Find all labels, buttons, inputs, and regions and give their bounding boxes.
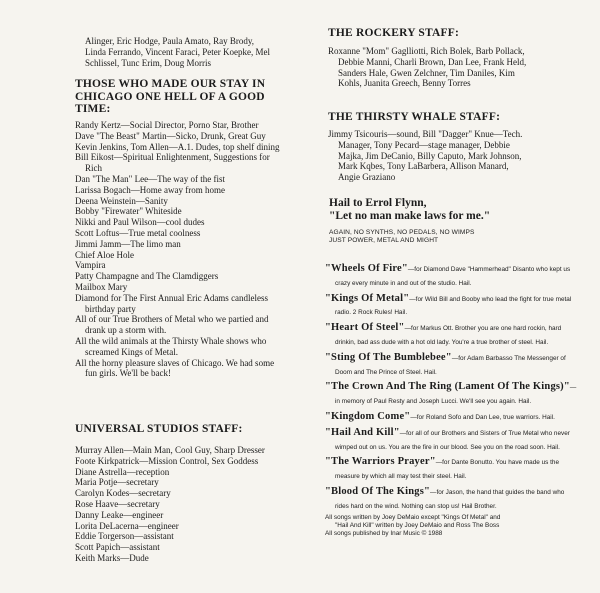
chicago-entry: Mailbox Mary [75, 281, 128, 292]
universal-entry: Danny Leake—engineer [75, 509, 164, 520]
hail-quote [329, 197, 579, 222]
motto-line-1: AGAIN, NO SYNTHS, NO PEDALS, NO WIMPS [329, 229, 475, 236]
chicago-entry: Diamond for The First Annual Eric Adams candleless birthday party [75, 292, 269, 314]
song-entry [325, 410, 577, 424]
chicago-entry: All the horny pleasure slaves of Chicago. We had some fun girls. We'll be back! [75, 357, 275, 379]
universal-entry: Rose Haave—secretary [75, 498, 160, 509]
song-title: "The Crown And The Ring (Lament Of The Kings)" [325, 381, 570, 393]
chicago-list [75, 120, 287, 379]
chicago-entry: Nikki and Paul Wilson—cool dudes [75, 217, 205, 228]
song-dedication: —for Wild Bill and Booby who lead the fight for true metal radio. 2 Rock Rules! Hail. [335, 295, 572, 317]
intro-line: Schlissel, Tunc Erim, Doug Morris [85, 57, 212, 68]
credit-line: All songs written by Joey DeMaio except "Kings Of Metal" and [325, 513, 501, 521]
songwriting-credits [325, 514, 577, 538]
chicago-heading-line: CHICAGO ONE HELL OF A GOOD [75, 90, 265, 103]
whale-heading: THE THIRSTY WHALE STAFF: [328, 111, 501, 123]
universal-entry: Foote Kirkpatrick—Mission Control, Sex Goddess [75, 455, 259, 466]
chicago-entry: Deena Weinstein—Sanity [75, 195, 168, 206]
whale-line: Angie Graziano [338, 172, 396, 183]
chicago-entry: Bill Eikost—Spiritual Enlightenment, Suggestions for Rich [75, 152, 270, 174]
rockery-line: Kohls, Juanita Greech, Benny Torres [338, 78, 471, 89]
song-title: "Sting Of The Bumblebee" [325, 351, 452, 363]
motto [329, 229, 579, 246]
chicago-entry: Dave "The Beast" Martin—Sicko, Drunk, Great Guy [75, 130, 266, 141]
universal-entry: Diane Astrella—reception [75, 466, 170, 477]
universal-entry: Lorita DeLacerna—engineer [75, 520, 179, 531]
chicago-entry: All the wild animals at the Thirsty Whale shows who screamed Kings of Metal. [75, 335, 267, 357]
chicago-entry: Patty Champagne and The Clamdiggers [75, 271, 219, 282]
rockery-line: Debbie Manni, Charli Brown, Dan Lee, Frank Held, [338, 56, 527, 67]
song-entry [325, 292, 577, 320]
universal-heading: UNIVERSAL STUDIOS STAFF: [75, 423, 243, 435]
whale-list [328, 129, 576, 183]
song-dedication: —in memory of Paul Resty and Joseph Lucci. We'll see you again. Hail. [335, 384, 577, 406]
song-dedication: —for Roland Sofo and Dan Lee, true warriors. Hail. [410, 413, 555, 421]
song-title: "Kings Of Metal" [325, 292, 410, 304]
song-title: "Wheels Of Fire" [325, 263, 408, 274]
rockery-heading: THE ROCKERY STAFF: [328, 27, 459, 39]
universal-entry: Keith Marks—Dude [75, 552, 149, 563]
universal-entry: Scott Papich—assistant [75, 542, 160, 553]
song-entry [325, 485, 577, 513]
universal-entry: Carolyn Kodes—secretary [75, 488, 171, 499]
chicago-entry: Randy Kertz—Social Director, Porno Star, Brother [75, 120, 259, 130]
hail-line-2: "Let no man make laws for me." [329, 209, 491, 222]
song-title: "Heart Of Steel" [325, 322, 405, 334]
whale-line: Jimmy Tsicouris—sound, Bill "Dagger" Knue—Tech. [328, 129, 523, 139]
song-entry [325, 351, 577, 379]
chicago-entry: Dan "The Man" Lee—The way of the fist [75, 173, 226, 184]
chicago-heading [75, 78, 290, 116]
chicago-entry: Jimmi Jamm—The limo man [75, 238, 181, 249]
whale-line: Manager, Tony Pecard—stage manager, Debbie [338, 139, 510, 150]
whale-line: Majka, Jim DeCanio, Billy Caputo, Mark Johnson, [338, 150, 522, 161]
intro-line: Linda Ferrando, Vincent Faraci, Peter Koepke, Mel [85, 46, 270, 57]
song-entry [325, 321, 577, 349]
song-dedication: —for Jason, the hand that guides the band who rides hard on the wind. Nothing can stop us! Hail Brother. [335, 488, 565, 510]
chicago-heading-line: TIME: [75, 103, 111, 116]
rockery-list [328, 46, 576, 89]
chicago-entry: Chief Aloe Hole [75, 249, 134, 260]
song-entry [325, 262, 577, 290]
universal-entry: Maria Potje—secretary [75, 477, 159, 488]
song-title: "The Warriors Prayer" [325, 456, 436, 468]
chicago-heading-line: THOSE WHO MADE OUR STAY IN [75, 78, 266, 90]
song-entry [325, 426, 577, 454]
song-title: "Hail And Kill" [325, 426, 400, 438]
chicago-entry: Kevin Jenkins, Tom Allen—A.1. Dudes, top shelf dining [75, 141, 280, 152]
universal-list [75, 445, 287, 564]
credit-line: "Hail And Kill" written by Joey DeMaio and Ross The Boss [335, 521, 500, 529]
whale-line: Mark Kqbes, Tony LaBarbera, Allison Manard, [338, 161, 509, 172]
song-title: "Kingdom Come" [325, 410, 411, 422]
universal-entry: Murray Allen—Main Man, Cool Guy, Sharp Dresser [75, 445, 265, 455]
intro-line: Alinger, Eric Hodge, Paula Amato, Ray Brody, [85, 36, 255, 46]
chicago-entry: Larissa Bogach—Home away from home [75, 184, 225, 195]
song-title: "Blood Of The Kings" [325, 485, 431, 497]
credit-line: All songs published by Inar Music © 1988 [325, 529, 443, 537]
song-entry [325, 455, 577, 483]
song-dedication: —for Dante Bonutto. You have made us the measure by which all may test their steel. Hail. [335, 459, 560, 481]
song-dedication: —for all of our Brothers and Sisters of True Metal who never wimped out on us. You are the fire in our blood. See you on the road soon. Hail. [335, 429, 570, 451]
universal-entry: Eddie Torgerson—assistant [75, 531, 174, 542]
rockery-line: Roxanne "Mom" Gaglliotti, Rich Bolek, Barb Pollack, [328, 46, 525, 56]
chicago-entry: All of our True Brothers of Metal who we partied and drank up a storm with. [75, 314, 269, 336]
chicago-entry: Bobby "Firewater" Whiteside [75, 206, 182, 217]
song-dedications [325, 262, 577, 538]
song-dedication: —for Diamond Dave "Hammerhead" Disanto who kept us crazy every minute in and out of the studio. Hail. [335, 266, 571, 287]
song-dedication: —for Markus Ott. Brother you are one hard rockin, hard drinkin, bad ass dude with a hot old lady. You're a true brother of steel. Hail. [335, 325, 562, 346]
chicago-entry: Scott Loftus—True metal coolness [75, 227, 201, 238]
intro-names [85, 36, 291, 68]
hail-line-1: Hail to Errol Flynn, [329, 197, 427, 209]
rockery-line: Sanders Hale, Gwen Zelchner, Tim Daniles, Kim [338, 67, 515, 78]
song-entry [325, 380, 577, 408]
song-dedication: —for Adam Barbasso The Messenger of Doom and The Prince of Steel. Hail. [335, 354, 566, 376]
motto-line-2: JUST POWER, METAL AND MIGHT [329, 237, 439, 245]
chicago-entry: Vampira [75, 260, 106, 271]
